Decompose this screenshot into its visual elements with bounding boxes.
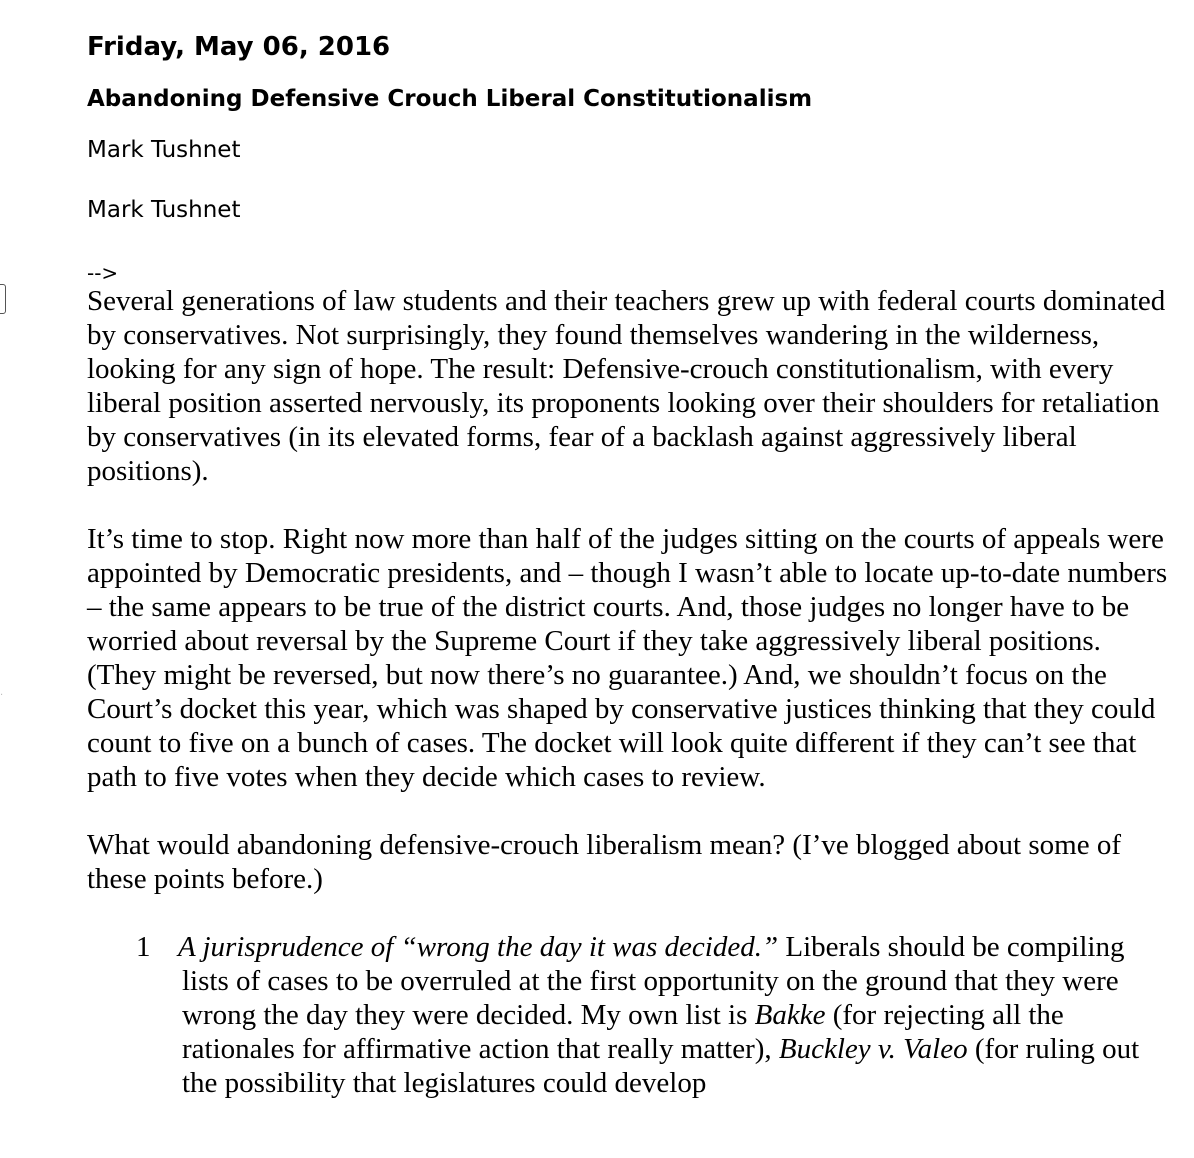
post-title[interactable]: Abandoning Defensive Crouch Liberal Constitutionalism — [87, 86, 813, 112]
post-body — [87, 284, 1177, 1100]
paragraph-1: Several generations of law students and their teachers grew up with federal courts dominated by conservatives. Not surprisingly, they found themselves wandering in the wilderness, looking for any sign of hope. The result: Defensive-crouch constitutionalism, with every liberal position asserted nervously, its proponents looking over their shoulders for retaliation by conservatives (in its elevated forms, fear of a backlash against aggressively liberal positions). — [87, 285, 1166, 487]
scroll-marker: · — [0, 690, 4, 701]
case-name-bakke: Bakke — [754, 999, 826, 1031]
list-item-lead: A jurisprudence of “wrong the day it was decided.” — [178, 931, 779, 963]
stray-comment-marker: --> — [87, 261, 119, 285]
paragraph-2: It’s time to stop. Right now more than half of the judges sitting on the courts of appeals were appointed by Democratic presidents, and – though I wasn’t able to locate up-to-date numbers – the same appears to be true of the district courts. And, those judges no longer have to be worried about reversal by the Supreme Court if they take aggressively liberal positions. (They might be reversed, but now there’s no guarantee.) And, we shouldn’t focus on the Court’s docket this year, which was shaped by conservative justices thinking that they could count to five on a bunch of cases. The docket will look quite different if they can’t see that path to five votes when they decide which cases to review. — [87, 523, 1168, 793]
post-date: Friday, May 06, 2016 — [87, 32, 391, 62]
blog-post — [87, 30, 1177, 1100]
list-item-number: 1 — [136, 931, 151, 963]
list-item-text: (for rejecting all the rationales for affirmative action that really matter), — [182, 999, 1064, 1065]
post-author-repeat: Mark Tushnet — [87, 197, 241, 223]
numbered-list — [87, 930, 1177, 1100]
list-item-text: Liberals should be compiling lists of cases to be overruled at the first opportunity on the ground that they were wrong the day they were decided. My own list is — [182, 931, 1125, 1031]
post-author: Mark Tushnet — [87, 137, 241, 163]
collapsed-widget-handle[interactable] — [0, 284, 6, 314]
paragraph-3: What would abandoning defensive-crouch liberalism mean? (I’ve blogged about some of these points before.) — [87, 829, 1121, 895]
case-name-buckley: Buckley v. Valeo — [778, 1033, 968, 1065]
list-item-text: (for ruling out the possibility that legislatures could develop — [182, 1033, 1140, 1099]
list-item — [136, 930, 1177, 1100]
